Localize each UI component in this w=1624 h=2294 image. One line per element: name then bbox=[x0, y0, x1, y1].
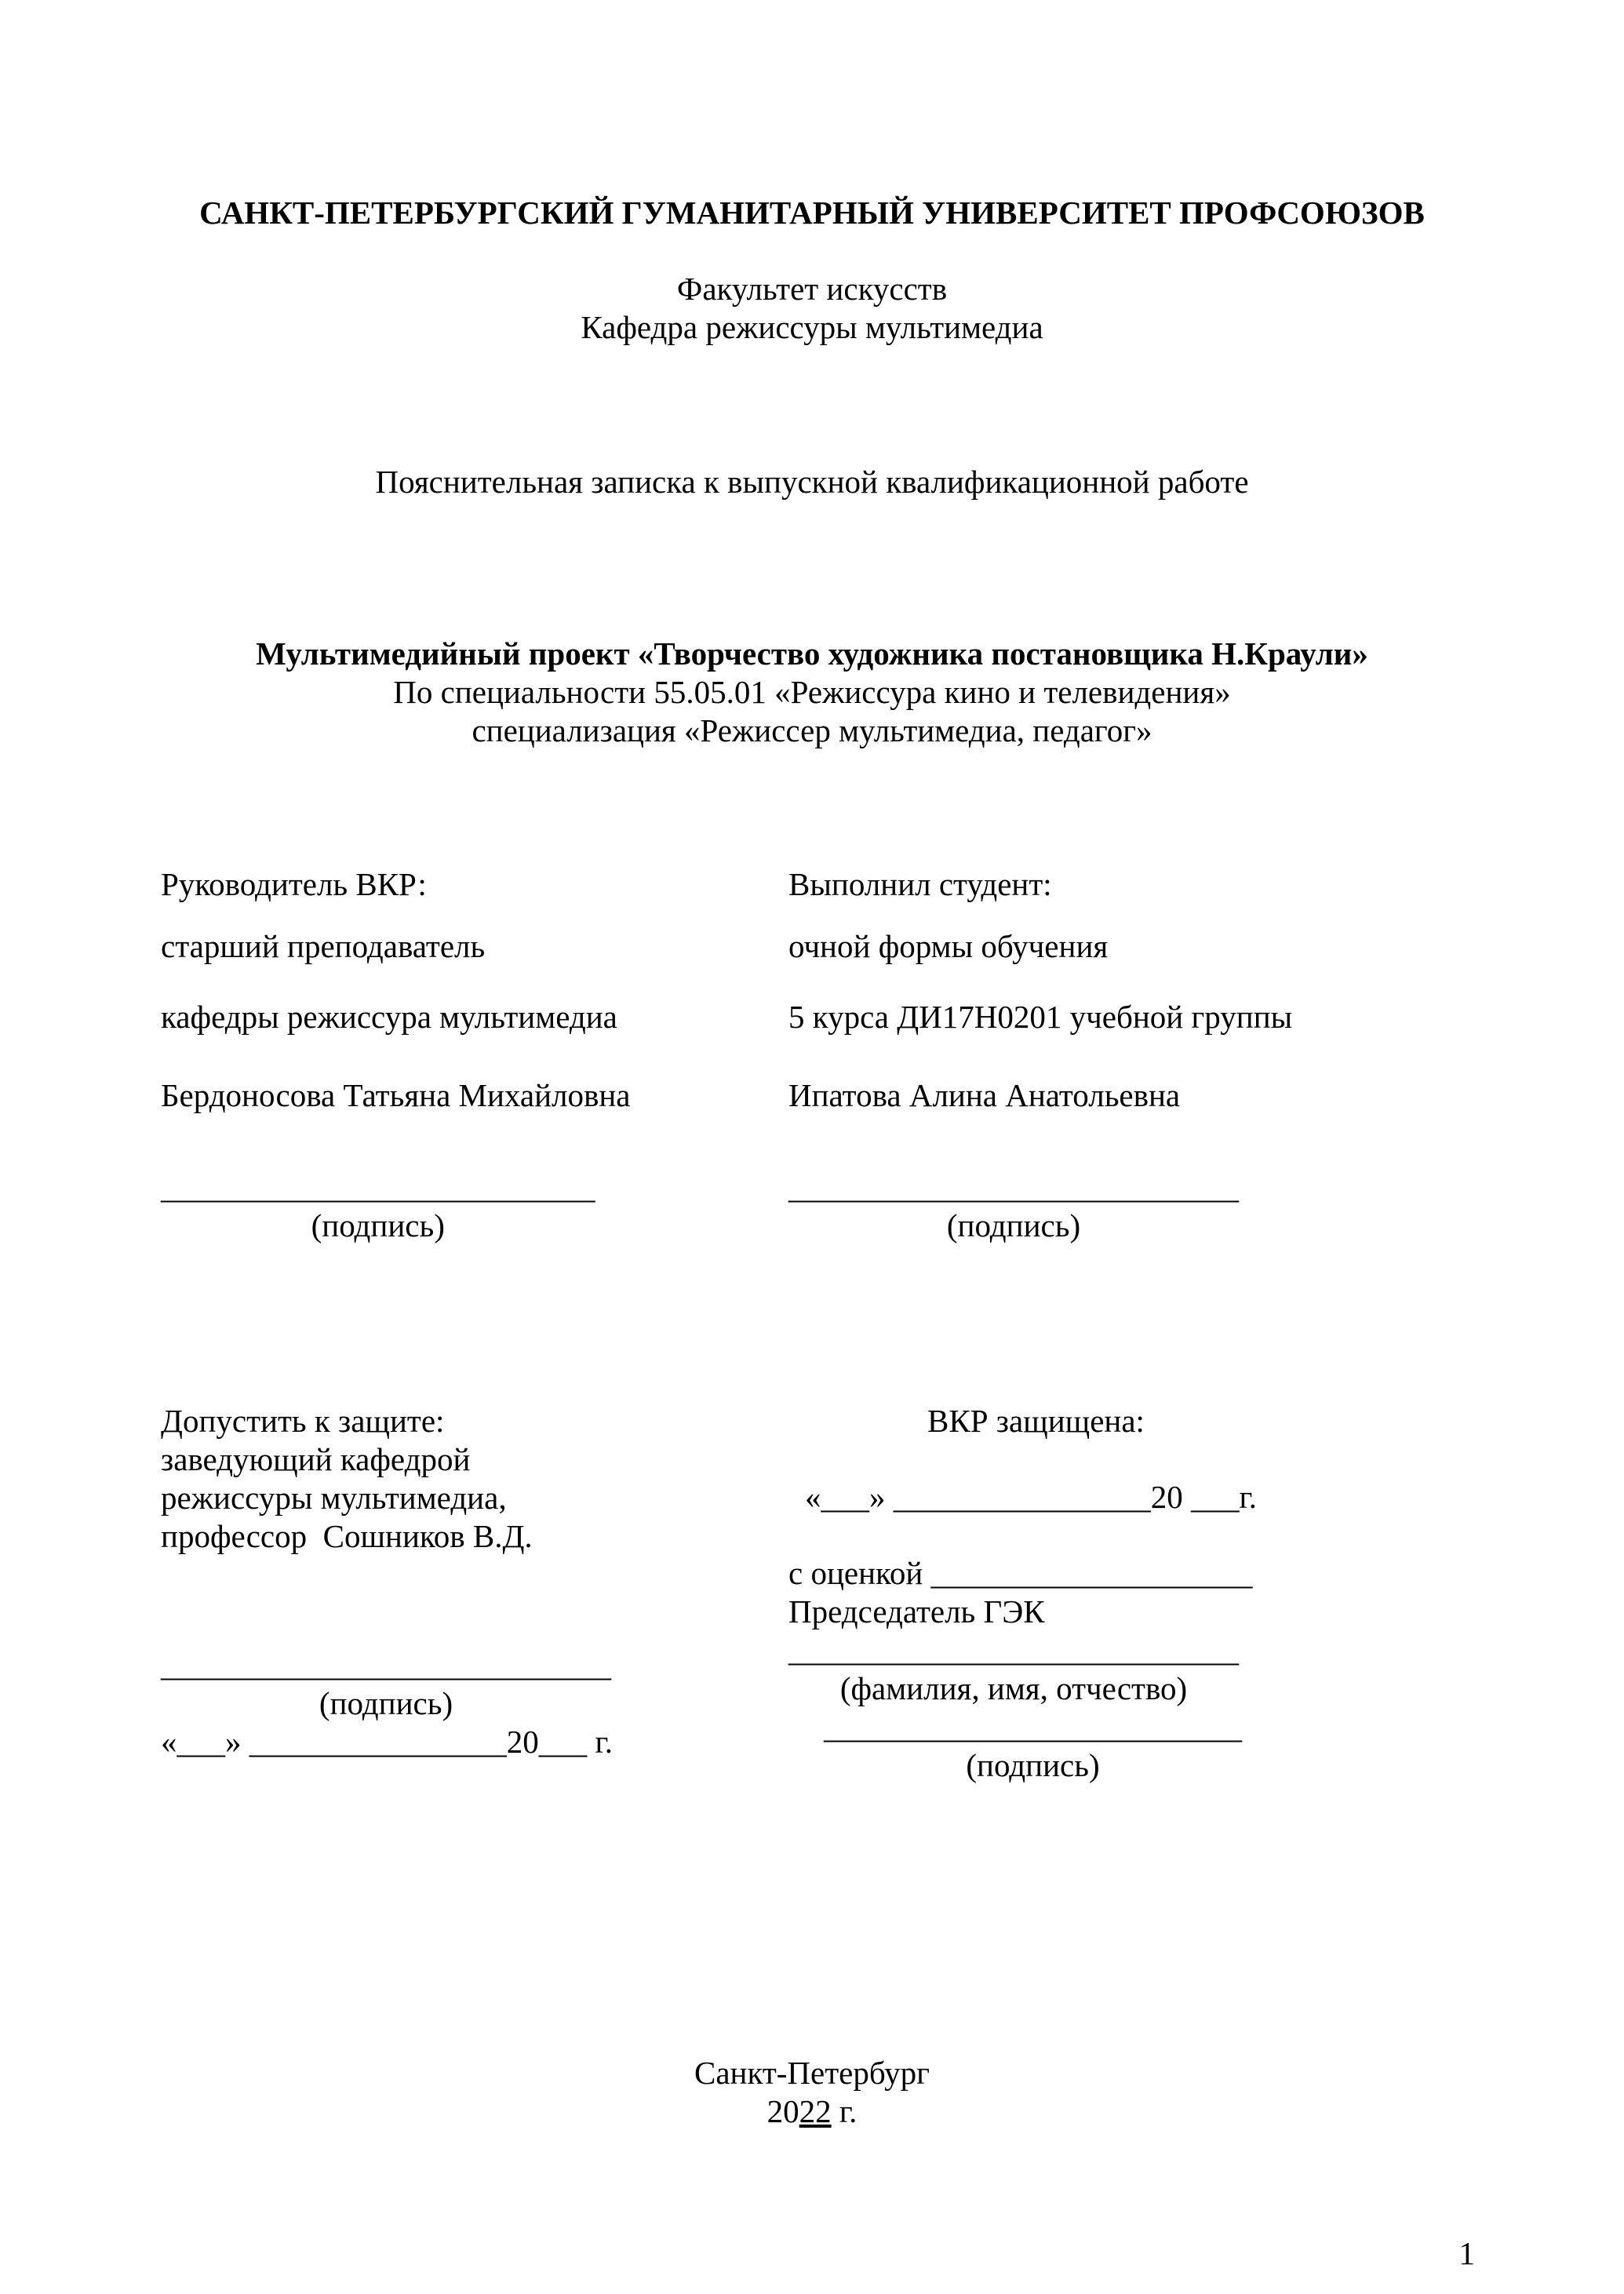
defense-section bbox=[788, 1402, 1463, 1785]
faculty-line: Факультет искусств bbox=[676, 271, 948, 307]
supervisor-name: Бердоносова Татьяна Михайловна bbox=[161, 1077, 631, 1113]
student-section bbox=[788, 865, 1463, 1245]
admission-signature-block bbox=[161, 1646, 611, 1723]
supervisor-section bbox=[161, 865, 788, 1245]
defense-name-caption: (фамилия, имя, отчество) bbox=[839, 1670, 1188, 1706]
footer-year bbox=[0, 2092, 1624, 2131]
student-signature-caption: (подпись) bbox=[946, 1207, 1081, 1243]
admission-date-line: «___» ________________20___ г. bbox=[161, 1724, 613, 1760]
supervisor-position: старший преподаватель bbox=[161, 928, 486, 964]
defense-grade-line: с оценкой ____________________ bbox=[788, 1555, 1253, 1591]
student-study-form: очной формы обучения bbox=[788, 928, 1109, 964]
footer-year-prefix: 20 bbox=[766, 2093, 799, 2129]
doc-type-line: Пояснительная записка к выпускной квалификационной работе bbox=[375, 464, 1249, 500]
project-title: Мультимедийный проект «Творчество художника постановщика Н.Краули» bbox=[256, 635, 1368, 672]
supervisor-label: Руководитель ВКР: bbox=[161, 866, 427, 902]
defense-name-line: ____________________________ bbox=[788, 1632, 1239, 1668]
defense-signature-caption: (подпись) bbox=[966, 1747, 1100, 1783]
admission-signature-caption: (подпись) bbox=[319, 1685, 453, 1721]
student-name: Ипатова Алина Анатольевна bbox=[788, 1077, 1181, 1113]
admission-signature-line: ____________________________ bbox=[161, 1647, 611, 1683]
student-signature-line: ____________________________ bbox=[788, 1169, 1239, 1205]
specialty-line: По специальности 55.05.01 «Режиссура кино и телевидения» bbox=[393, 674, 1231, 710]
admission-line-3: режиссуры мультимедиа, bbox=[161, 1480, 507, 1516]
supervisor-signature-caption: (подпись) bbox=[311, 1207, 445, 1243]
defense-chairman-label: Председатель ГЭК bbox=[788, 1593, 1045, 1629]
student-label: Выполнил студент: bbox=[788, 866, 1052, 902]
university-title: САНКТ-ПЕТЕРБУРГСКИЙ ГУМАНИТАРНЫЙ УНИВЕРСИТЕТ ПРОФСОЮЗОВ bbox=[199, 195, 1425, 231]
admission-line-4: профессор Сошников В.Д. bbox=[161, 1518, 533, 1554]
page-number: 1 bbox=[1458, 2235, 1475, 2271]
signatures-section bbox=[161, 865, 1463, 1245]
defense-signature-block bbox=[824, 1708, 1242, 1785]
admission-line-2: заведующий кафедрой bbox=[161, 1441, 471, 1477]
department-line: Кафедра режиссуры мультимедиа bbox=[581, 309, 1043, 345]
admission-line-1: Допустить к защите: bbox=[161, 1403, 445, 1439]
defense-date-line: «___» ________________20 ___г. bbox=[805, 1479, 1257, 1515]
defense-name-block bbox=[788, 1631, 1239, 1708]
footer-year-suffix: г. bbox=[831, 2093, 858, 2129]
footer-city: Санкт-Петербург bbox=[694, 2055, 930, 2091]
student-signature-block bbox=[788, 1168, 1239, 1245]
footer-year-underlined: 22 bbox=[799, 2093, 832, 2129]
student-group: 5 курса ДИ17Н0201 учебной группы bbox=[788, 999, 1293, 1035]
footer bbox=[0, 2054, 1624, 2131]
supervisor-department: кафедры режиссура мультимедиа bbox=[161, 999, 617, 1035]
page-content bbox=[0, 194, 1624, 1785]
approval-section bbox=[161, 1402, 1463, 1785]
specialization-line: специализация «Режиссер мультимедиа, педагог» bbox=[472, 712, 1152, 748]
defense-label: ВКР защищена: bbox=[927, 1403, 1145, 1439]
defense-signature-line: __________________________ bbox=[824, 1709, 1242, 1745]
supervisor-signature-line: ___________________________ bbox=[161, 1169, 595, 1205]
supervisor-signature-block bbox=[161, 1168, 595, 1245]
admission-section bbox=[161, 1402, 788, 1785]
